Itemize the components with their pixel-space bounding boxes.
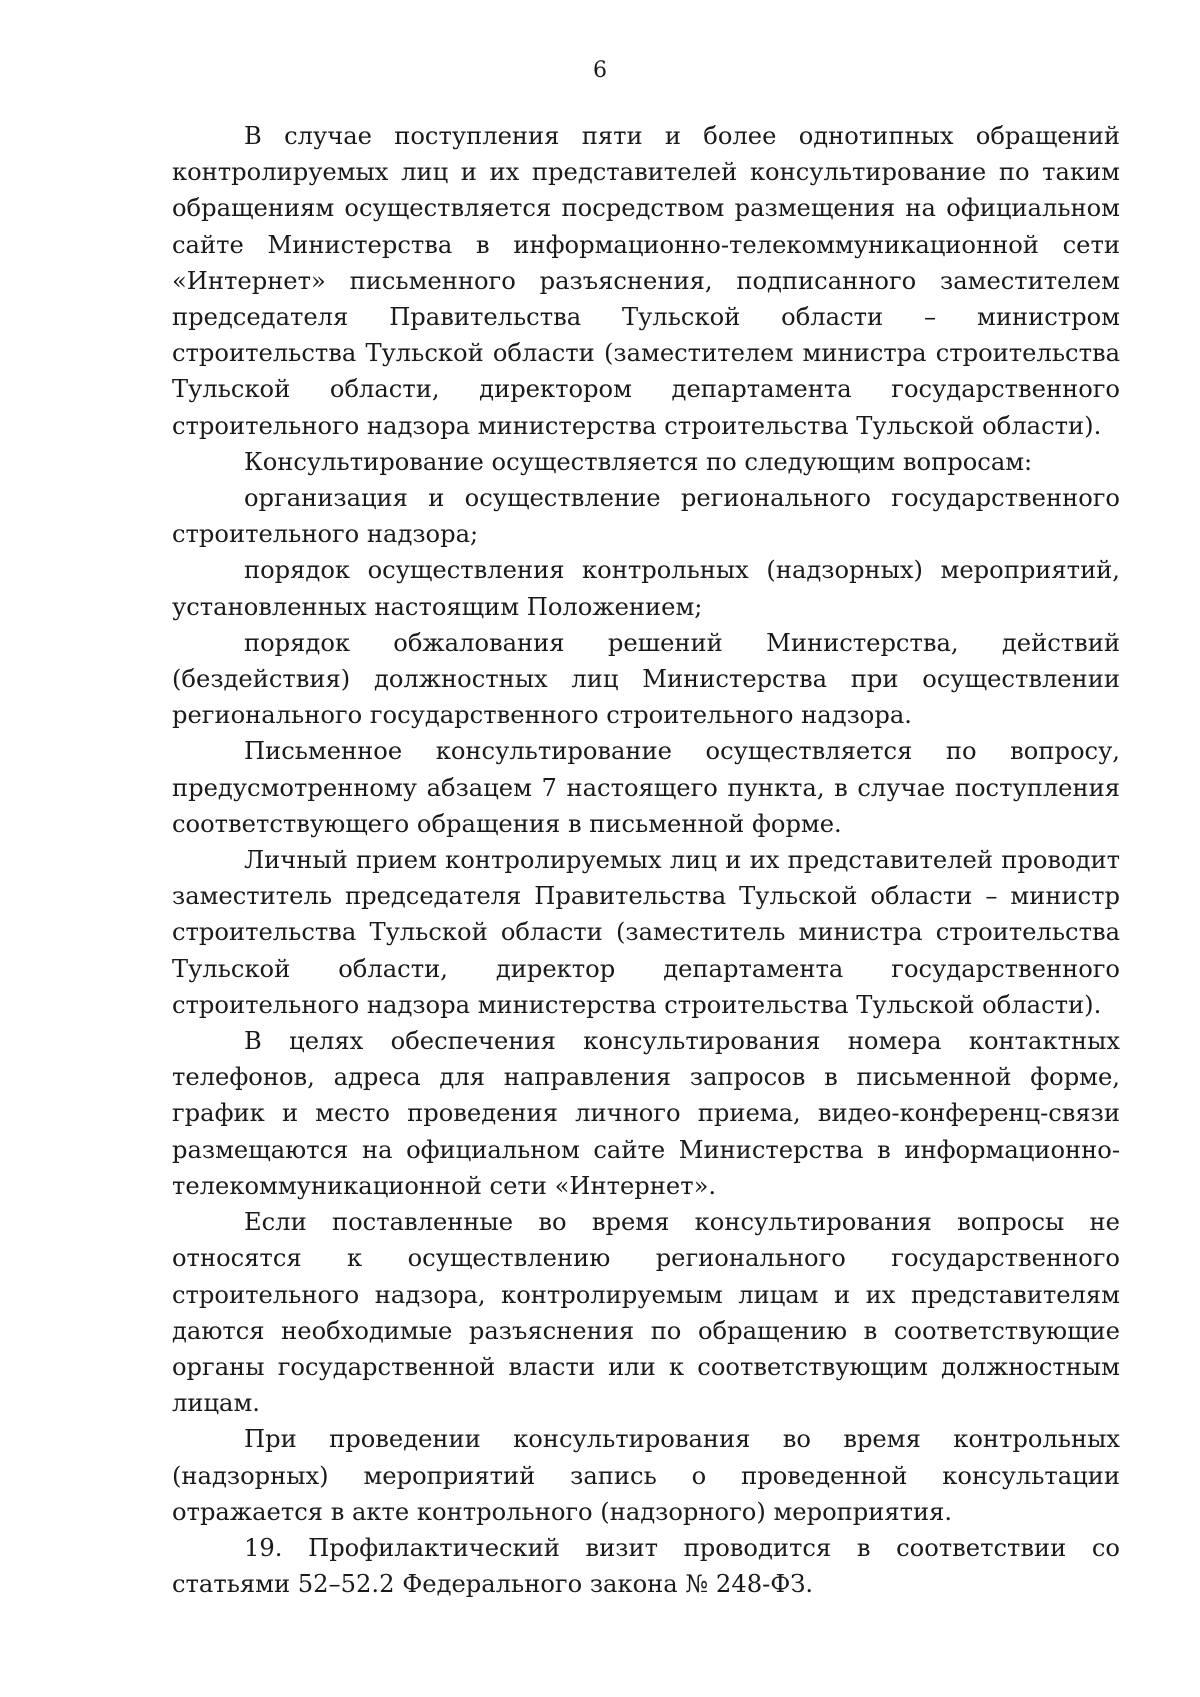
paragraph-topic-organization: организация и осуществление регионального государственного строительного надзора; [172, 484, 1120, 549]
paragraph-personal-reception: Личный прием контролируемых лиц и их представителей проводит заместитель председателя Правительства Тульской области – министр строительства Тульской области (заместитель министра строительства Тульской области, директор департамента государственного строительного надзора министерства строительства Тульской области). [172, 846, 1120, 1019]
paragraph-consultation-topics-intro: Консультирование осуществляется по следующим вопросам: [244, 447, 1033, 476]
paragraph-consultation-record: При проведении консультирования во время контрольных (надзорных) мероприятий запись о проведенной консультации отражается в акте контрольного (надзорного) мероприятия. [172, 1425, 1120, 1526]
paragraph-topic-appeal: порядок обжалования решений Министерства, действий (бездействия) должностных лиц Министерства при осуществлении регионального государственного строительного надзора. [172, 628, 1120, 730]
page-number: 6 [593, 58, 607, 83]
paragraph-out-of-scope-questions: Если поставленные во время консультирования вопросы не относятся к осуществлению регионального государственного строительного надзора, контролируемым лицам и их представителям даются необходимые разъяснения по обращению в соответствующие органы государственной власти или к соответствующим должностным лицам. [172, 1208, 1120, 1418]
paragraph-item-19-preventive-visit: 19. Профилактический визит проводится в соответствии со статьями 52–52.2 Федерального закона № 248-ФЗ. [172, 1533, 1120, 1599]
paragraph-consultation-by-written-clarification: В случае поступления пяти и более однотипных обращений контролируемых лиц и их представителей консультирование по таким обращениям осуществляется посредством размещения на официальном сайте Министерства в информационно-телекоммуникационной сети «Интернет» письменного разъяснения, подписанного заместителем председателя Правительства Тульской области – министром строительства Тульской области (заместителем министра строительства Тульской области, директором департамента государственного строительного надзора министерства строительства Тульской области). [172, 122, 1120, 440]
paragraph-contact-info: В целях обеспечения консультирования номера контактных телефонов, адреса для направления запросов в письменной форме, график и место проведения личного приема, видео-конференц-связи размещаются на официальном сайте Министерства в информационно-телекоммуникационной сети «Интернет». [172, 1027, 1120, 1200]
document-body [172, 118, 1120, 1602]
paragraph-written-consultation: Письменное консультирование осуществляется по вопросу, предусмотренному абзацем 7 настоящего пункта, в случае поступления соответствующего обращения в письменной форме. [172, 737, 1120, 838]
paragraph-topic-procedure: порядок осуществления контрольных (надзорных) мероприятий, установленных настоящим Положением; [172, 556, 1120, 621]
